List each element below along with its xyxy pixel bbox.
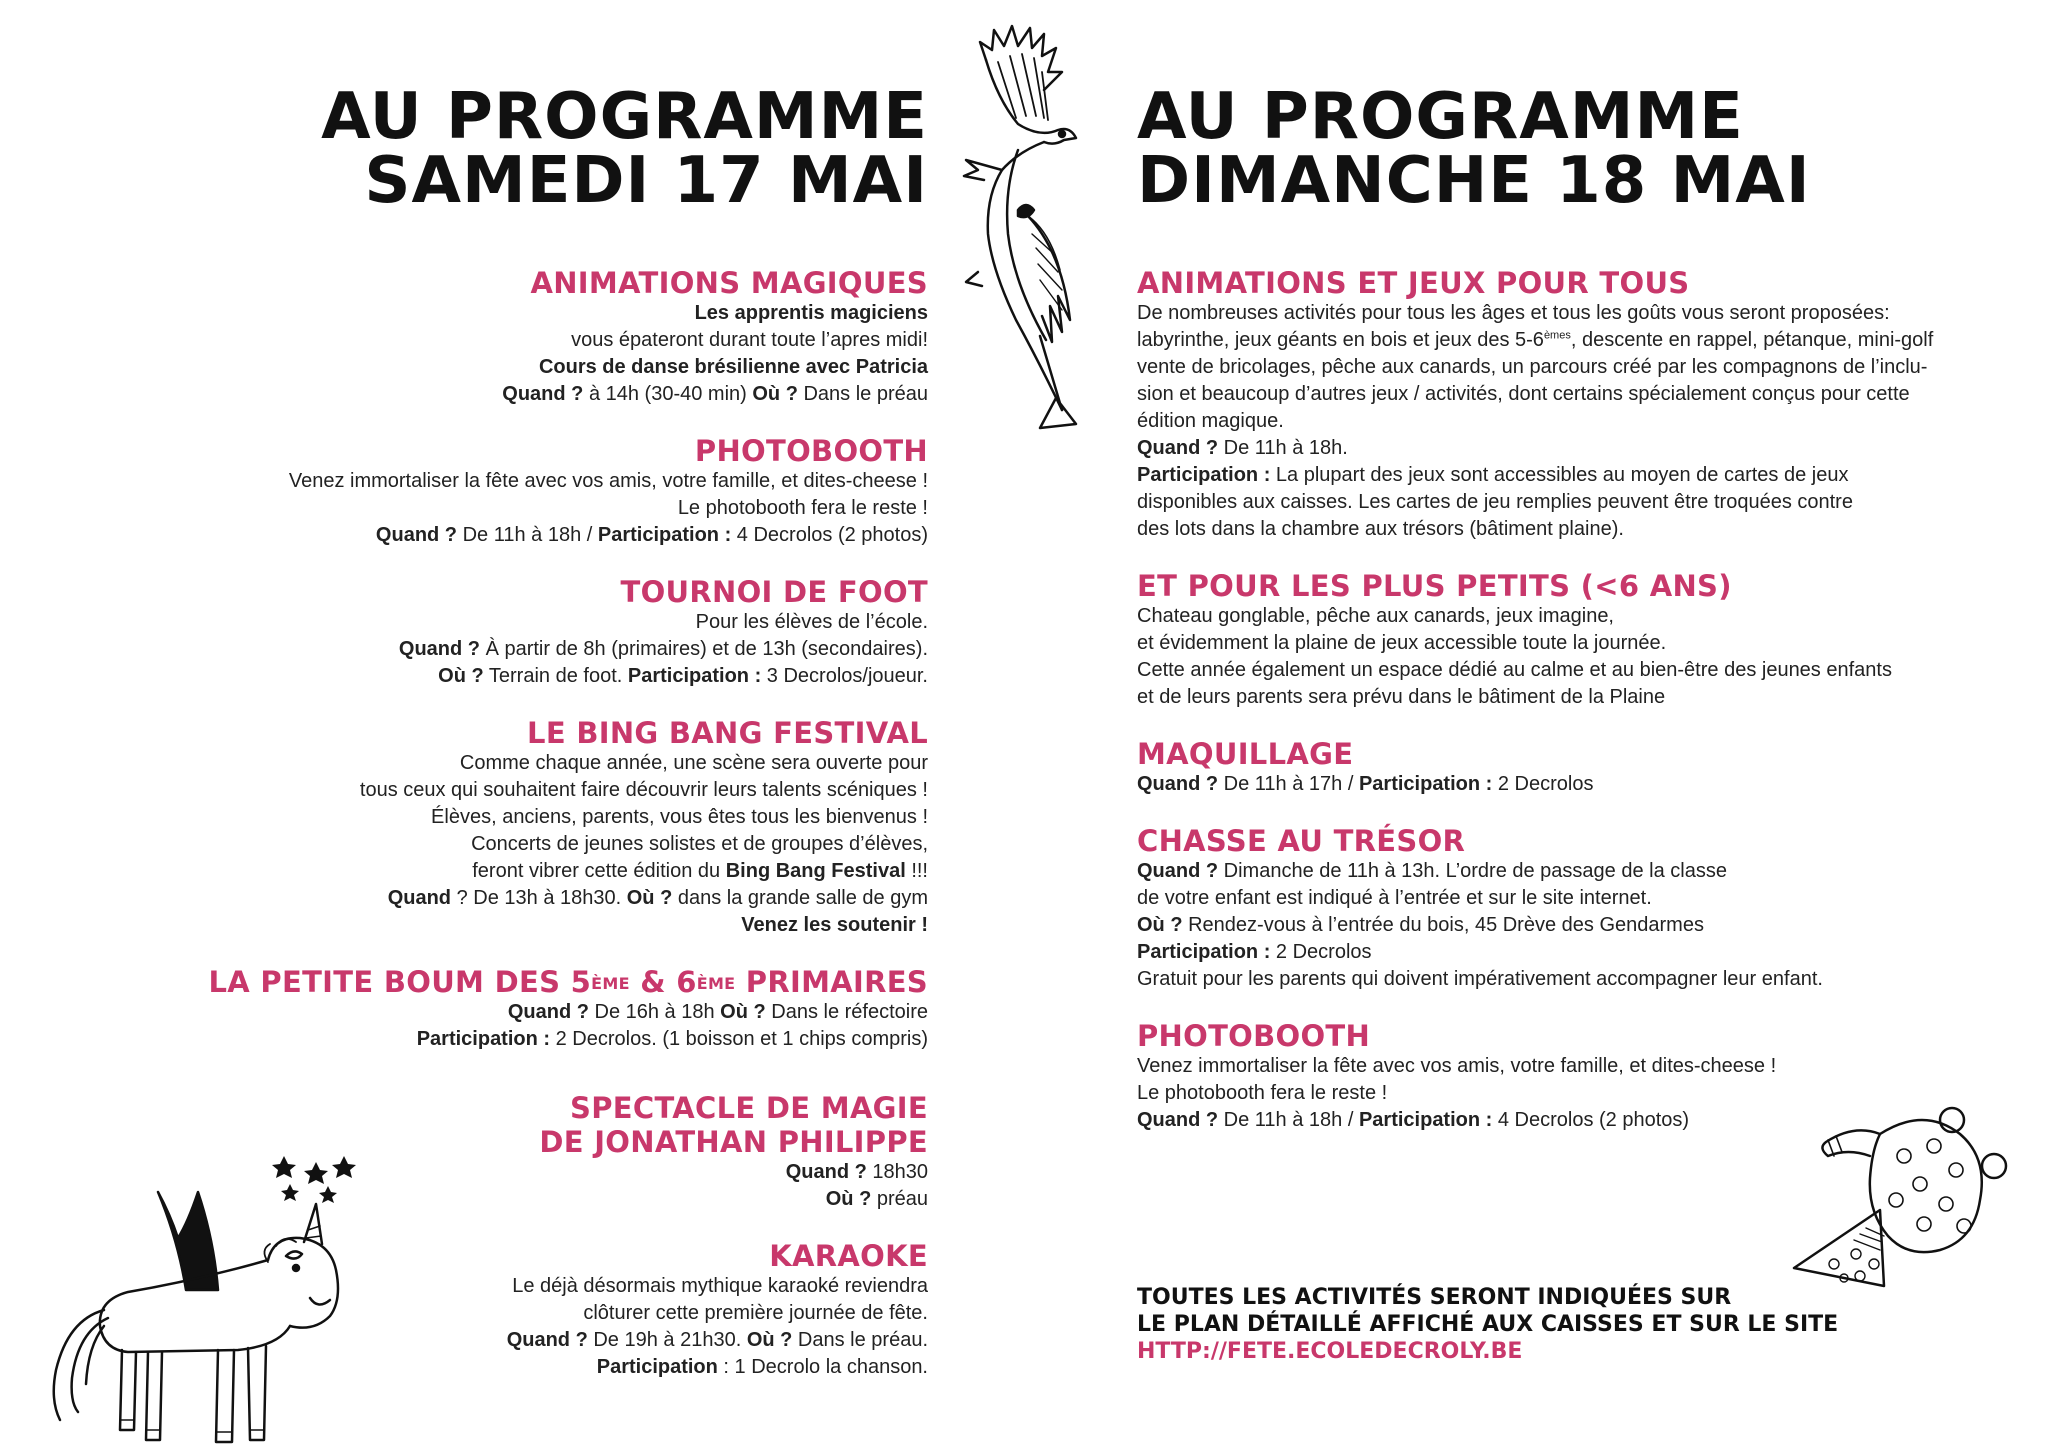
section-line: Le photobooth fera le reste !: [1137, 1082, 1388, 1104]
section-animations-magiques: [160, 266, 928, 408]
section-title: KARAOKE: [769, 1239, 928, 1273]
sunday-column: [1137, 80, 1997, 1134]
section-animations-jeux: [1137, 266, 1997, 543]
section-line: vente de bricolages, pêche aux canards, un parcours créé par les compagnons de l’inclu-: [1137, 356, 1928, 378]
section-line: Gratuit pour les parents qui doivent impérativement accompagner leur enfant.: [1137, 968, 1823, 990]
section-line: Quand ? De 11h à 17h / Participation : 2 Decrolos: [1137, 773, 1594, 795]
section-line: Comme chaque année, une scène sera ouverte pour: [459, 752, 928, 774]
section-title: PHOTOBOOTH: [694, 434, 928, 468]
section-line: Participation : 2 Decrolos: [1137, 941, 1372, 963]
section-line: clôturer cette première journée de fête.: [583, 1302, 928, 1324]
section-line: Où ? préau: [825, 1188, 928, 1210]
section-line: Quand ? De 11h à 18h / Participation : 4 Decrolos (2 photos): [375, 524, 928, 546]
bird-drawing: [958, 20, 1108, 440]
section-line: vous épateront durant toute l’apres midi!: [571, 329, 928, 351]
saturday-title-line2: SAMEDI 17 MAI: [364, 144, 928, 218]
section-title: ANIMATIONS ET JEUX POUR TOUS: [1137, 266, 1690, 300]
section-line: Où ? Terrain de foot. Participation : 3 Decrolos/joueur.: [438, 665, 928, 687]
section-line: sion et beaucoup d’autres jeux / activités, dont certains spécialement conçus pour cette: [1137, 383, 1910, 405]
section-chasse-tresor: [1137, 824, 1997, 993]
section-line: labyrinthe, jeux géants en bois et jeux des 5-6èmes, descente en rappel, pétanque, mini-golf: [1137, 329, 1934, 351]
section-title: ANIMATIONS MAGIQUES: [530, 266, 928, 300]
star-icon: [272, 1156, 356, 1203]
section-line: De nombreuses activités pour tous les âges et tous les goûts vous seront proposées:: [1137, 302, 1890, 324]
pinata-drawing: [1784, 1100, 2014, 1300]
section-line: tous ceux qui souhaitent faire découvrir leurs talents scéniques !: [359, 779, 928, 801]
section-line: Chateau gonglable, pêche aux canards, jeux imagine,: [1137, 605, 1614, 627]
section-title: SPECTACLE DE MAGIE: [570, 1091, 928, 1125]
section-title: ET POUR LES PLUS PETITS (<6 ANS): [1137, 569, 1732, 603]
section-photobooth: [160, 434, 928, 549]
section-line: Quand ? Dimanche de 11h à 13h. L’ordre de passage de la classe: [1137, 860, 1727, 882]
saturday-title: [160, 80, 928, 218]
section-line: Le déjà désormais mythique karaoké reviendra: [512, 1275, 928, 1297]
section-title: PHOTOBOOTH: [1137, 1019, 1371, 1053]
section-line: Quand ? De 19h à 21h30. Où ? Dans le préau.: [506, 1329, 928, 1351]
section-line: Où ? Rendez-vous à l’entrée du bois, 45 Drève des Gendarmes: [1137, 914, 1704, 936]
section-tournoi-foot: [160, 575, 928, 690]
section-line: Quand ? De 13h à 18h30. Où ? dans la grande salle de gym: [387, 887, 928, 909]
section-line: Cours de danse brésilienne avec Patricia: [538, 356, 928, 378]
section-maquillage: [1137, 737, 1997, 798]
footer-line1: TOUTES LES ACTIVITÉS SERONT INDIQUÉES SUR: [1137, 1285, 1732, 1310]
section-line: des lots dans la chambre aux trésors (bâtiment plaine).: [1137, 518, 1624, 540]
section-line: Cette année également un espace dédié au calme et au bien-être des jeunes enfants: [1137, 659, 1892, 681]
section-line: de votre enfant est indiqué à l’entrée et sur le site internet.: [1137, 887, 1652, 909]
section-line: Participation : La plupart des jeux sont accessibles au moyen de cartes de jeux: [1137, 464, 1849, 486]
section-line: Quand ? De 11h à 18h.: [1137, 437, 1348, 459]
section-line: et de leurs parents sera prévu dans le bâtiment de la Plaine: [1137, 686, 1666, 708]
saturday-title-line1: AU PROGRAMME: [321, 80, 928, 154]
sunday-title-line1: AU PROGRAMME: [1137, 80, 1744, 154]
section-line: Quand ? À partir de 8h (primaires) et de 13h (secondaires).: [398, 638, 928, 660]
section-line: Élèves, anciens, parents, vous êtes tous les bienvenus !: [431, 806, 928, 828]
section-title: LE BING BANG FESTIVAL: [527, 716, 928, 750]
section-title: CHASSE AU TRÉSOR: [1137, 824, 1466, 858]
sunday-title-line2: DIMANCHE 18 MAI: [1137, 144, 1811, 218]
section-plus-petits: [1137, 569, 1997, 711]
section-line: Pour les élèves de l’école.: [695, 611, 928, 633]
section-line: édition magique.: [1137, 410, 1284, 432]
sunday-title: [1137, 80, 1997, 218]
section-line: Quand ? 18h30: [785, 1161, 928, 1183]
section-line: Concerts de jeunes solistes et de groupes d’élèves,: [471, 833, 928, 855]
unicorn-drawing: [38, 1150, 368, 1450]
section-title: MAQUILLAGE: [1137, 737, 1354, 771]
section-line: Quand ? à 14h (30-40 min) Où ? Dans le préau: [502, 383, 928, 405]
footer-url-link[interactable]: HTTP://FETE.ECOLEDECROLY.BE: [1137, 1339, 1523, 1364]
section-line: Venez les soutenir !: [741, 914, 928, 936]
section-line: feront vibrer cette édition du Bing Bang Festival !!!: [472, 860, 928, 882]
section-title: TOURNOI DE FOOT: [620, 575, 928, 609]
section-line: Participation : 1 Decrolo la chanson.: [596, 1356, 928, 1378]
section-line: Participation : 2 Decrolos. (1 boisson et 1 chips compris): [416, 1028, 928, 1050]
section-title-line2: DE JONATHAN PHILIPPE: [539, 1125, 928, 1159]
section-title: LA PETITE BOUM DES 5ÈME & 6ÈME PRIMAIRES: [208, 965, 928, 999]
section-line: Le photobooth fera le reste !: [677, 497, 928, 519]
section-line: Quand ? De 16h à 18h Où ? Dans le réfectoire: [507, 1001, 928, 1023]
section-line: Quand ? De 11h à 18h / Participation : 4 Decrolos (2 photos): [1137, 1109, 1690, 1131]
section-petite-boum: [160, 965, 928, 1053]
section-line: Venez immortaliser la fête avec vos amis, votre famille, et dites-cheese !: [288, 470, 928, 492]
section-line: Les apprentis magiciens: [694, 302, 928, 324]
section-line: et évidemment la plaine de jeux accessible toute la journée.: [1137, 632, 1667, 654]
section-line: Venez immortaliser la fête avec vos amis, votre famille, et dites-cheese !: [1137, 1055, 1777, 1077]
footer-line2: LE PLAN DÉTAILLÉ AFFICHÉ AUX CAISSES ET SUR LE SITE: [1137, 1312, 1839, 1337]
flower-icon: [1889, 1139, 1971, 1233]
section-line: disponibles aux caisses. Les cartes de jeu remplies peuvent être troquées contre: [1137, 491, 1853, 513]
section-bing-bang: [160, 716, 928, 939]
